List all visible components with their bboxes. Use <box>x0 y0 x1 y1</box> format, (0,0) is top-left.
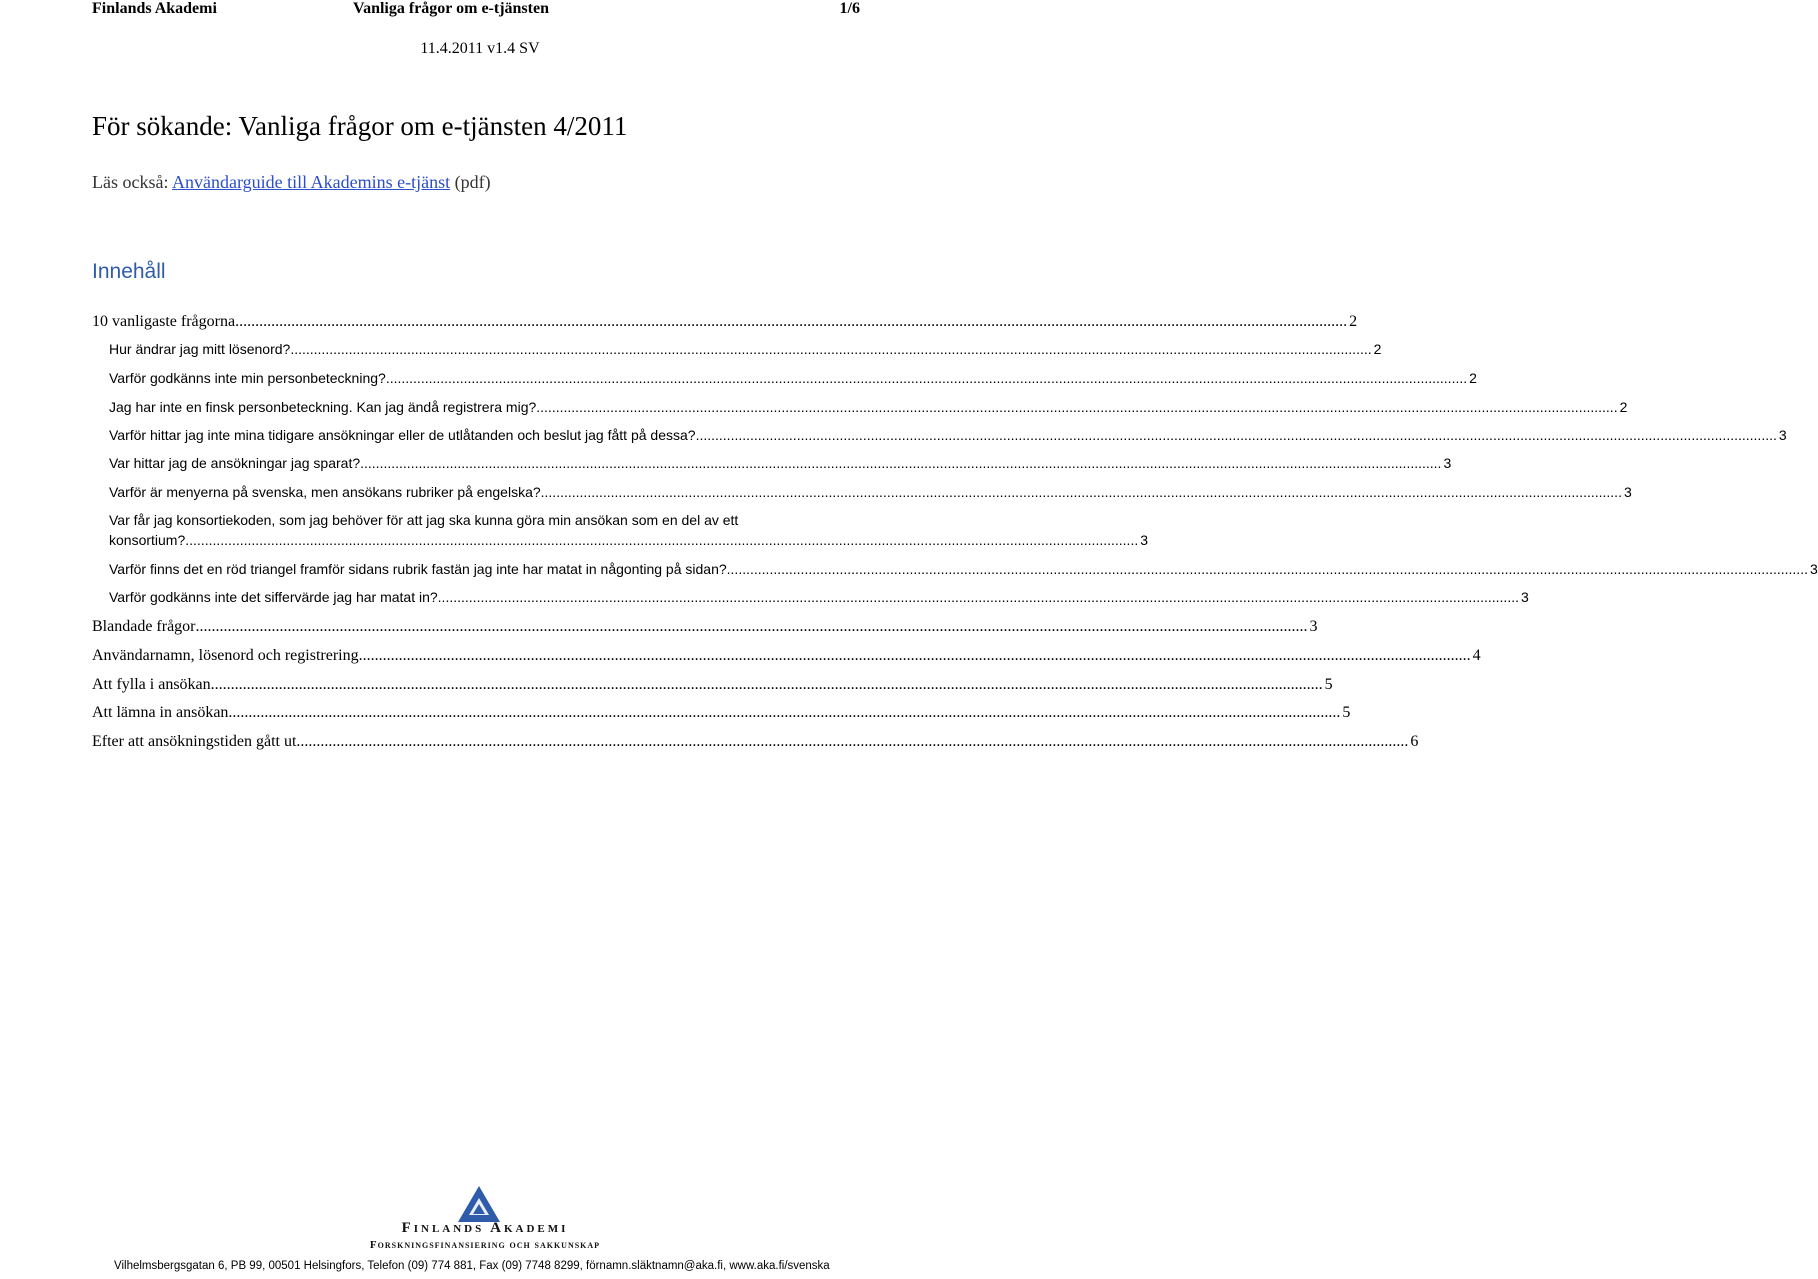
toc-entry-page: 3 <box>1778 427 1787 443</box>
toc-entry-change-password[interactable] <box>109 341 1382 361</box>
toc-entry-label: Att fylla i ansökan <box>92 676 211 693</box>
toc-leader-dots <box>211 676 1323 694</box>
toc-entry-label: 10 vanligaste frågorna <box>92 313 236 330</box>
header-organization: Finlands Akademi <box>92 0 217 17</box>
see-also-line <box>92 172 491 193</box>
toc-entry-page: 2 <box>1373 341 1382 357</box>
toc-leader-dots <box>359 647 1471 665</box>
toc-entry-personal-id[interactable] <box>109 370 1477 390</box>
toc-entry-label: Varför godkänns inte min personbeteckning? <box>109 370 386 386</box>
toc-entry-label: Hur ändrar jag mitt lösenord? <box>109 341 291 357</box>
toc-entry-label: Varför hittar jag inte mina tidigare ansökningar eller de utlåtanden och beslut jag fått på dessa? <box>109 427 696 443</box>
toc-leader-dots <box>296 733 1408 751</box>
toc-entry-page: 2 <box>1469 370 1477 386</box>
toc-leader-dots <box>438 589 1519 605</box>
header-page-number: 1/6 <box>839 0 860 17</box>
toc-entry-red-triangle[interactable] <box>109 561 1818 581</box>
toc-entry-page: 5 <box>1342 704 1351 721</box>
toc-entry-menu-language[interactable] <box>109 484 1632 504</box>
toc-entry-page: 3 <box>1309 618 1318 635</box>
document-version-date: 11.4.2011 v1.4 SV <box>420 40 540 57</box>
footer-organization-tagline: Forskningsfinansiering och sakkunskap <box>369 1239 601 1251</box>
toc-entry-mixed-questions[interactable] <box>92 618 1318 638</box>
toc-entry-label: Varför godkänns inte det siffervärde jag har matat in? <box>109 589 438 605</box>
toc-leader-dots <box>386 370 1467 386</box>
footer-organization-name: Finlands Akademi <box>401 1220 569 1236</box>
toc-entry-numeric-value[interactable] <box>109 589 1529 609</box>
toc-leader-dots <box>290 341 1371 357</box>
header-document-title: Vanliga frågor om e-tjänsten <box>353 0 549 17</box>
toc-entry-label: Varför är menyerna på svenska, men ansökans rubriker på engelska? <box>109 484 541 500</box>
toc-entry-page: 3 <box>1623 484 1632 500</box>
toc-leader-dots <box>228 704 1340 722</box>
toc-entry-label: Användarnamn, lösenord och registrering <box>92 647 359 664</box>
toc-entry-consortium-code[interactable] <box>109 512 1149 552</box>
toc-entry-no-finnish-id[interactable] <box>109 399 1628 419</box>
toc-entry-submitting-application[interactable] <box>92 704 1351 724</box>
toc-entry-page: 3 <box>1521 589 1529 605</box>
toc-entry-label-continued: konsortium? <box>109 532 186 548</box>
toc-leader-dots <box>196 618 1308 636</box>
toc-entry-filling-application[interactable] <box>92 676 1333 696</box>
see-also-prefix: Läs också: <box>92 172 172 192</box>
toc-entry-page: 2 <box>1349 313 1358 330</box>
toc-entry-page: 3 <box>1443 455 1452 471</box>
toc-entry-page: 5 <box>1324 676 1333 693</box>
toc-entry-saved-applications[interactable] <box>109 455 1452 475</box>
page-title: För sökande: Vanliga frågor om e-tjänsten 4/2011 <box>92 111 628 141</box>
toc-leader-dots: ..................................................................................................................................................................................................................................................... <box>185 532 1139 548</box>
toc-leader-dots <box>360 455 1441 471</box>
toc-entry-label: Efter att ansökningstiden gått ut <box>92 733 297 750</box>
toc-entry-label: Blandade frågor <box>92 618 196 635</box>
toc-leader-dots <box>727 561 1808 577</box>
toc-entry-page: 3 <box>1140 532 1149 548</box>
toc-entry-label: Var får jag konsortiekoden, som jag behöver för att jag ska kunna göra min ansökan som en del av ett <box>109 512 739 528</box>
toc-leader-dots <box>235 313 1347 331</box>
user-guide-link[interactable]: Användarguide till Akademins e-tjänst <box>171 172 451 192</box>
toc-entry-label: Var hittar jag de ansökningar jag sparat? <box>109 455 361 471</box>
toc-entry-label: Varför finns det en röd triangel framför sidans rubrik fastän jag inte har matat in någonting på sidan? <box>109 561 727 577</box>
toc-leader-dots <box>536 399 1617 415</box>
page-header <box>92 0 860 22</box>
finlands-akademi-logo-icon <box>456 1184 502 1224</box>
toc-leader-dots <box>696 427 1777 443</box>
toc-entry-previous-applications[interactable] <box>109 427 1787 447</box>
toc-entry-page: 3 <box>1809 561 1818 577</box>
toc-entry-page: 2 <box>1619 399 1628 415</box>
toc-entry-after-deadline[interactable] <box>92 733 1419 753</box>
see-also-suffix: (pdf) <box>450 172 491 192</box>
toc-entry-label: Jag har inte en finsk personbeteckning. Kan jag ändå registrera mig? <box>109 399 537 415</box>
toc-entry-top-10[interactable] <box>92 313 1358 333</box>
toc-entry-username-registration[interactable] <box>92 647 1481 667</box>
toc-entry-label: Att lämna in ansökan <box>92 704 229 721</box>
footer-address: Vilhelmsbergsgatan 6, PB 99, 00501 Helsingfors, Telefon (09) 774 881, Fax (09) 7748 8299, förnamn.släktnamn@aka.fi, www.aka.fi/svenska <box>114 1260 830 1272</box>
toc-leader-dots <box>541 484 1622 500</box>
toc-entry-page: 6 <box>1410 733 1419 750</box>
toc-entry-page: 4 <box>1472 647 1481 664</box>
toc-heading: Innehåll <box>92 260 166 283</box>
